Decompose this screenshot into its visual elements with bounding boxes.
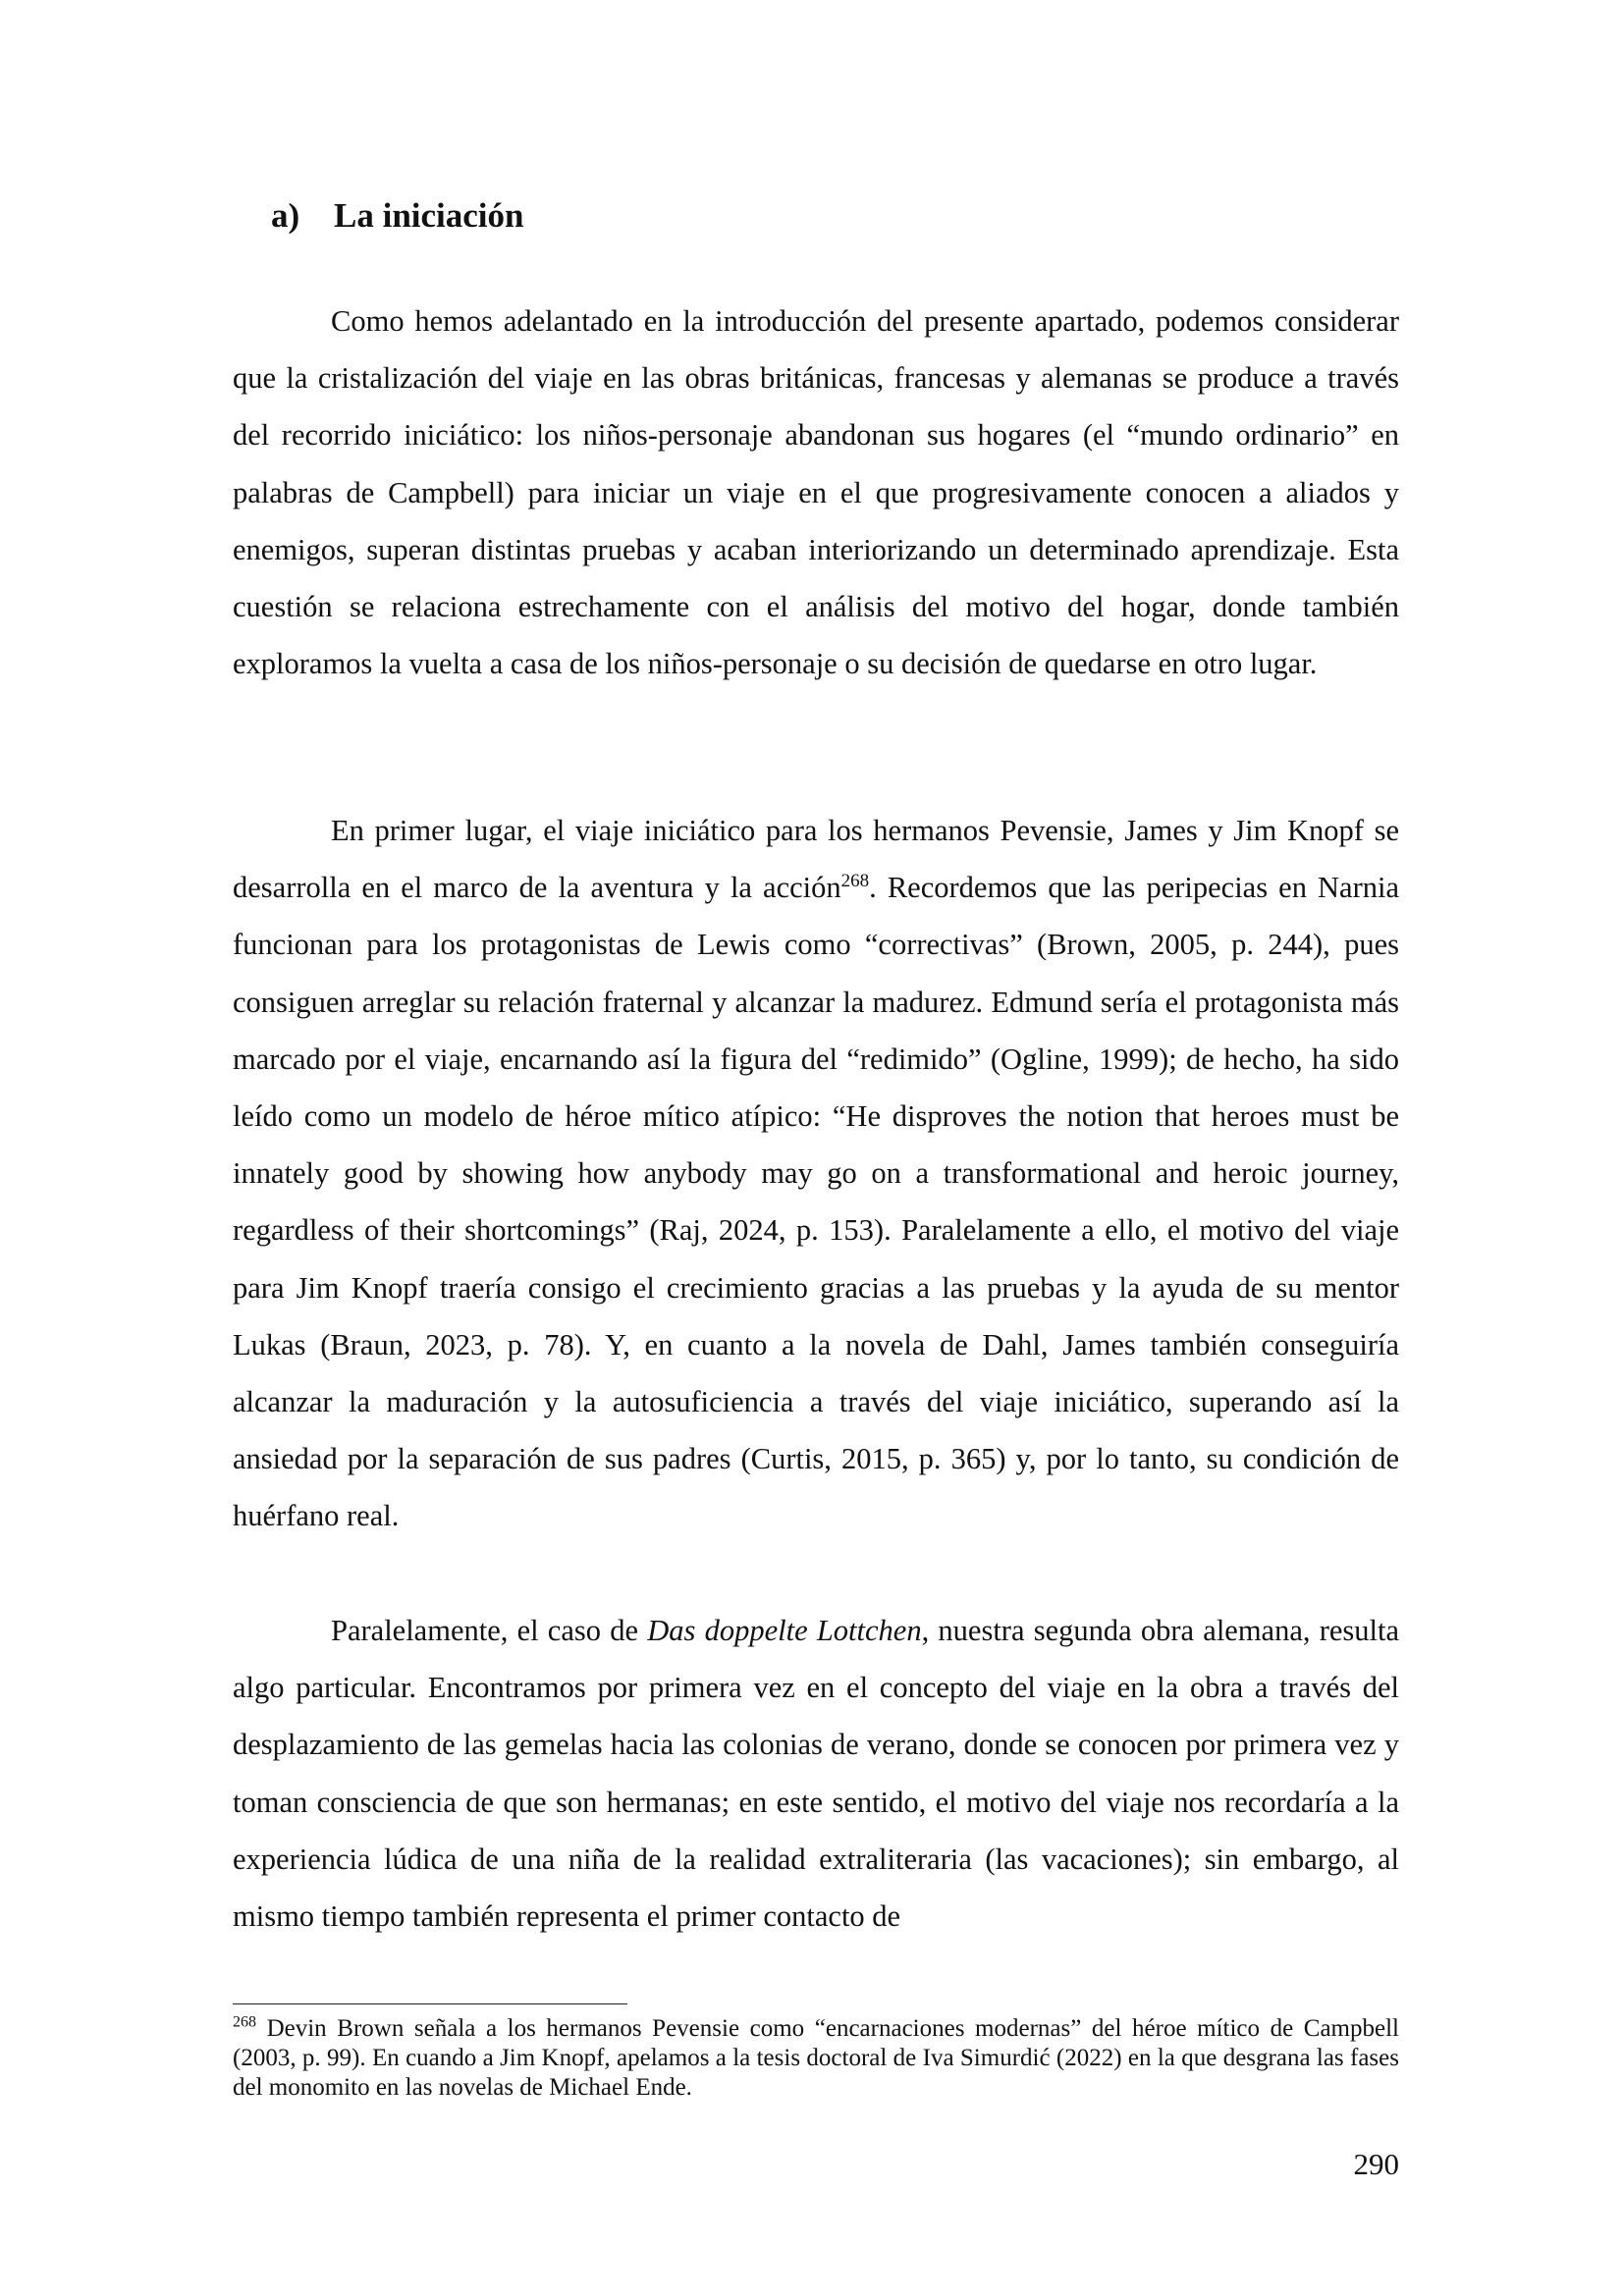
paragraph-2-text-end: . Recordemos que las peripecias en Narnia funcionan para los protagonistas de Lewis como “correctivas” (Brown, 2005, p. 244), pues consiguen arreglar su relación fraternal y alcanzar la madurez. Edmund sería el protagonista más marcado por el viaje, encarnando así la figura del “redimido” (Ogline, 1999); de hecho, ha sido leído como un modelo de héroe mítico atípico: “He disproves the notion that heroes must be innately good by showing how anybody may go on a transformational and heroic journey, regardless of their shortcomings” (Raj, 2024, p. 153). Paralelamente a ello, el motivo del viaje para Jim Knopf traería consigo el crecimiento gracias a las pruebas y la ayuda de su mentor Lukas (Braun, 2023, p. 78). Y, en cuanto a la novela de Dahl, James también conseguiría alcanzar la maduración y la autosuficiencia a través del viaje iniciático, superando así la ansiedad por la separación de sus padres (Curtis, 2015, p. 365) y, por lo tanto, su condición de huérfano real. (233, 871, 1400, 1533)
section-marker: a) (271, 196, 300, 235)
section-title: La iniciación (334, 196, 524, 235)
paragraph-1 (233, 293, 1399, 692)
paragraph-1-text: Como hemos adelantado en la introducción del presente apartado, podemos considerar que la cristalización del viaje en las obras británicas, francesas y alemanas se produce a través del recorrido iniciático: los niños-personaje abandonan sus hogares (el “mundo ordinario” en palabras de Campbell) para iniciar un viaje en el que progresivamente conocen a aliados y enemigos, superan distintas pruebas y acaban interiorizando un determinado aprendizaje. Esta cuestión se relaciona estrechamente con el análisis del motivo del hogar, donde también exploramos la vuelta a casa de los niños-personaje o su decisión de quedarse en otro lugar. (233, 304, 1399, 681)
paragraph-3-text-end: , nuestra segunda obra alemana, resulta algo particular. Encontramos por primera vez en el concepto del viaje en la obra a través del desplazamiento de las gemelas hacia las colonias de verano, donde se conocen por primera vez y toman consciencia de que son hermanas; en este sentido, el motivo del viaje nos recordaría a la experiencia lúdica de una niña de la realidad extraliteraria (las vacaciones); sin embargo, al mismo tiempo también representa el primer contacto de (233, 1614, 1400, 1934)
footnote-number: 268 (233, 2013, 256, 2031)
paragraph-3 (233, 1602, 1399, 1945)
footnote-text: Devin Brown señala a los hermanos Pevensie como “encarnaciones modernas” del héroe mítico de Campbell (2003, p. 99). En cuando a Jim Knopf, apelamos a la tesis doctoral de Iva Simurdić (2022) en la que desgrana las fases del monomito en las novelas de Michael Ende. (233, 2015, 1399, 2101)
section-heading (271, 192, 524, 240)
footnote (233, 2014, 1399, 2103)
page-number: 290 (1353, 2147, 1399, 2181)
footnote-reference[interactable]: 268 (840, 871, 870, 892)
paragraph-2-text-start: En primer lugar, el viaje iniciático para los hermanos Pevensie, James y Jim Knopf se desarrolla en el marco de la aventura y la acción (233, 814, 1399, 905)
paragraph-2 (233, 802, 1399, 1545)
footnote-separator (233, 2003, 627, 2004)
book-title: Das doppelte Lottchen (647, 1614, 922, 1647)
paragraph-3-text-start: Paralelamente, el caso de (331, 1614, 648, 1647)
